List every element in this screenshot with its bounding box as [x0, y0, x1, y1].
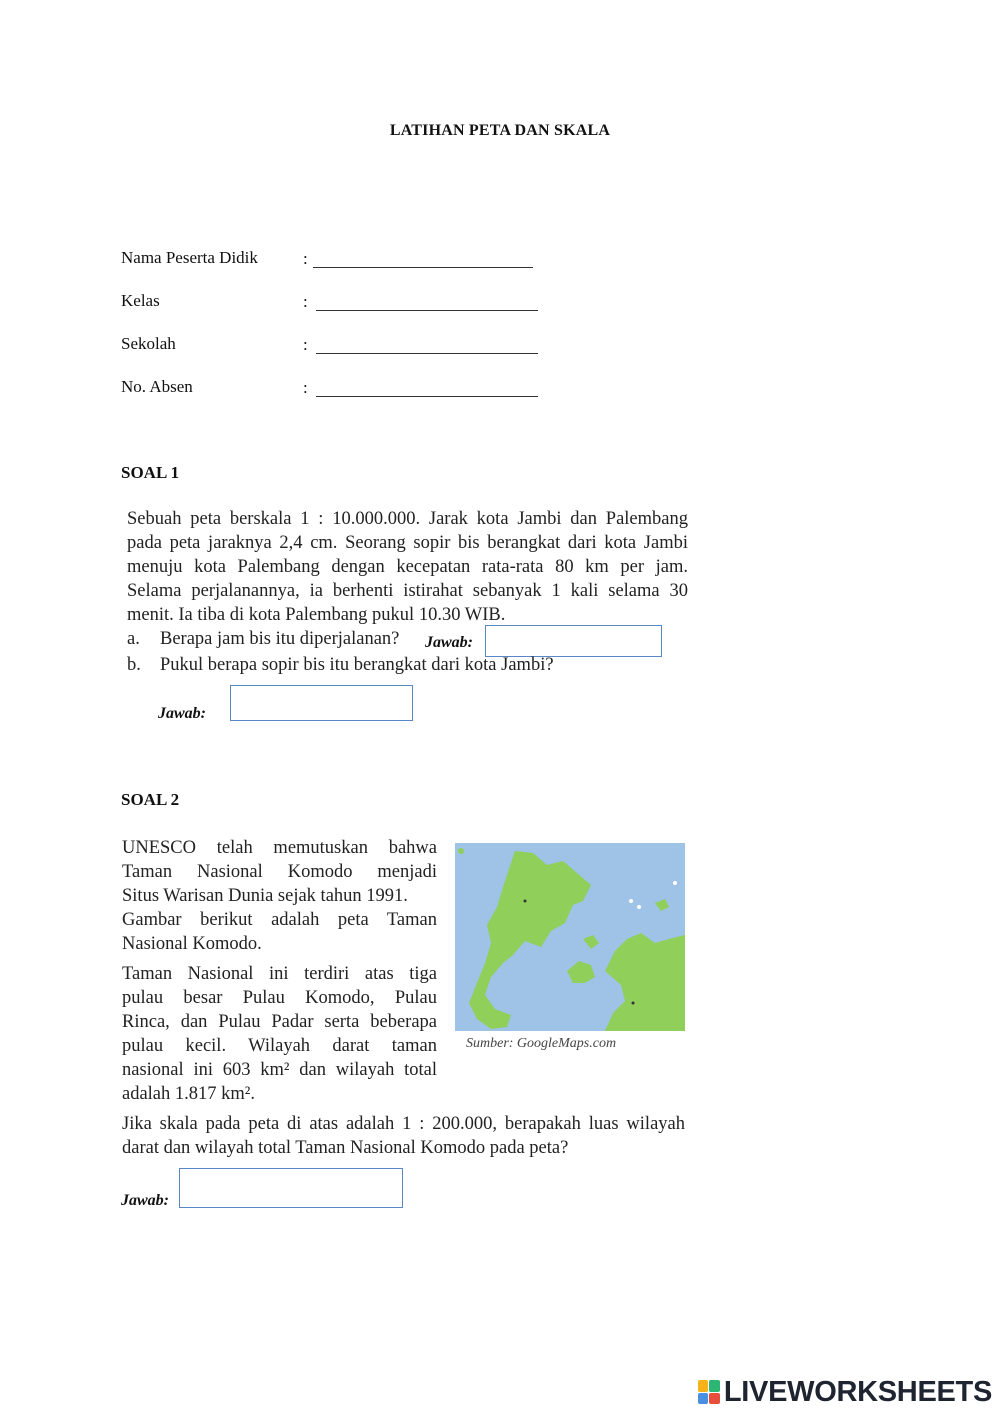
logo-mark-square	[709, 1393, 720, 1405]
reef-dot	[637, 905, 641, 909]
soal-2-answer-input[interactable]	[179, 1168, 403, 1208]
question-text: Berapa jam bis itu diperjalanan?	[160, 629, 400, 649]
komodo-map-svg	[455, 843, 685, 1031]
paragraph-line: Taman Nasional Komodo menjadi	[122, 862, 437, 882]
paragraph-line: menuju kota Palembang dengan kecepatan rata-rata 80 km per jam.	[127, 557, 688, 577]
logo-mark-square	[698, 1393, 709, 1405]
paragraph-line: Taman Nasional ini terdiri atas tiga	[122, 964, 437, 984]
identity-label-class: Kelas	[121, 291, 160, 310]
identity-colon: :	[303, 335, 308, 354]
identity-label-absen: No. Absen	[121, 377, 193, 396]
soal-2-detail-paragraph	[122, 962, 437, 1106]
paragraph-line: nasional ini 603 km² dan wilayah total	[122, 1060, 437, 1080]
soal-1b-answer-input[interactable]	[230, 685, 413, 721]
absen-fill-line[interactable]	[316, 396, 538, 397]
paragraph-line: Jika skala pada peta di atas adalah 1 : 200.000, berapakah luas wilayah	[122, 1114, 685, 1134]
paragraph-line: UNESCO telah memutuskan bahwa	[122, 838, 437, 858]
map-caption: Sumber: GoogleMaps.com	[466, 1036, 617, 1051]
map-marker	[524, 900, 527, 903]
identity-colon: :	[303, 249, 308, 268]
paragraph-line: Gambar berikut adalah peta Taman	[122, 910, 437, 930]
paragraph-line: pulau besar Pulau Komodo, Pulau	[122, 988, 437, 1008]
jawab-label: Jawab:	[121, 1192, 169, 1209]
identity-label-name: Nama Peserta Didik	[121, 248, 258, 267]
liveworksheets-logo	[698, 1375, 992, 1409]
soal-2-heading: SOAL 2	[121, 790, 180, 809]
komodo-map-image	[455, 843, 685, 1031]
name-fill-line[interactable]	[313, 267, 533, 268]
soal-2-intro-paragraph	[122, 836, 437, 956]
identity-colon: :	[303, 292, 308, 311]
paragraph-line: pada peta jaraknya 2,4 cm. Seorang sopir bis berangkat dari kota Jambi	[127, 533, 688, 553]
logo-mark-square	[698, 1380, 709, 1392]
soal-1-heading: SOAL 1	[121, 463, 180, 482]
paragraph-line: Nasional Komodo.	[122, 934, 262, 954]
reef-dot	[673, 881, 677, 885]
paragraph-line: Situs Warisan Dunia sejak tahun 1991.	[122, 886, 408, 906]
small-island	[458, 848, 464, 854]
school-fill-line[interactable]	[316, 353, 538, 354]
soal-1-paragraph	[127, 507, 688, 627]
page-title: LATIHAN PETA DAN SKALA	[389, 122, 611, 139]
class-fill-line[interactable]	[316, 310, 538, 311]
paragraph-line: Sebuah peta berskala 1 : 10.000.000. Jarak kota Jambi dan Palembang	[127, 509, 688, 529]
soal-1-question-a	[127, 629, 399, 650]
logo-mark-square	[709, 1380, 720, 1392]
paragraph-line: pulau kecil. Wilayah darat taman	[122, 1036, 437, 1056]
jawab-label: Jawab:	[425, 634, 473, 651]
paragraph-line: adalah 1.817 km².	[122, 1084, 255, 1104]
logo-mark-icon	[698, 1380, 720, 1404]
jawab-label: Jawab:	[158, 705, 206, 722]
paragraph-line: Selama perjalanannya, ia berhenti istirahat sebanyak 1 kali selama 30	[127, 581, 688, 601]
soal-2-question	[122, 1112, 685, 1160]
reef-dot	[629, 899, 633, 903]
paragraph-line: darat dan wilayah total Taman Nasional Komodo pada peta?	[122, 1138, 569, 1158]
question-letter: a.	[127, 629, 140, 649]
paragraph-line: menit. Ia tiba di kota Palembang pukul 10.30 WIB.	[127, 605, 506, 625]
identity-colon: :	[303, 378, 308, 397]
soal-1a-answer-input[interactable]	[485, 625, 662, 657]
soal-1-question-b	[127, 655, 554, 676]
identity-label-school: Sekolah	[121, 334, 176, 353]
paragraph-line: Rinca, dan Pulau Padar serta beberapa	[122, 1012, 437, 1032]
question-text: Pukul berapa sopir bis itu berangkat dari kota Jambi?	[160, 655, 554, 675]
logo-text: LIVEWORKSHEETS	[723, 1375, 992, 1408]
map-marker	[632, 1002, 635, 1005]
question-letter: b.	[127, 655, 141, 675]
